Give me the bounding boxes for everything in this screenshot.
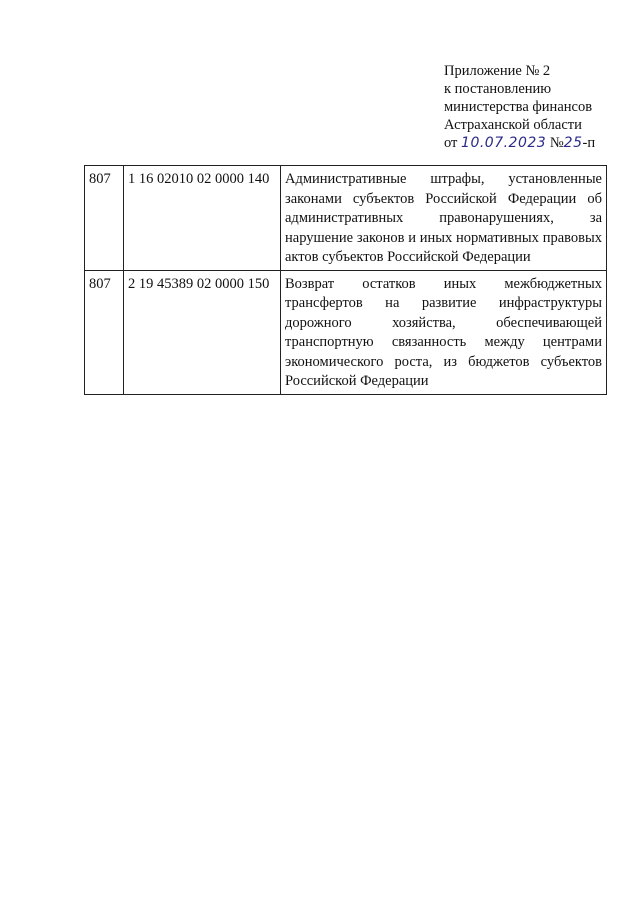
number-suffix: -п: [582, 135, 596, 151]
description-cell: Административные штрафы, установленные законами субъектов Российской Федерации об административных правонарушениях, за нарушение законов и иных нормативных правовых актов субъектов Российской Федерации: [281, 166, 607, 271]
number-prefix: №: [549, 135, 564, 151]
kbk-code-cell: 1 16 02010 02 0000 140: [124, 166, 281, 271]
admin-code-cell: 807: [85, 270, 124, 394]
appendix-number: Приложение № 2: [444, 63, 551, 79]
appendix-header: [444, 62, 624, 152]
handwritten-date: 10.07.2023: [461, 135, 547, 151]
appendix-region: Астраханской области: [444, 117, 582, 133]
appendix-ministry: министерства финансов: [444, 99, 593, 115]
kbk-code-cell: 2 19 45389 02 0000 150: [124, 270, 281, 394]
table-row: [85, 166, 607, 271]
handwritten-number: 25: [563, 135, 583, 151]
admin-code-cell: 807: [85, 166, 124, 271]
appendix-date-line: [444, 134, 624, 152]
budget-codes-table: [84, 165, 607, 395]
appendix-resolution: к постановлению: [444, 81, 552, 97]
table-row: [85, 270, 607, 394]
date-prefix: от: [444, 135, 458, 151]
description-cell: Возврат остатков иных межбюджетных трансфертов на развитие инфраструктуры дорожного хозяйства, обеспечивающей транспортную связанность между центрами экономического роста, из бюджетов субъектов Российской Федерации: [281, 270, 607, 394]
